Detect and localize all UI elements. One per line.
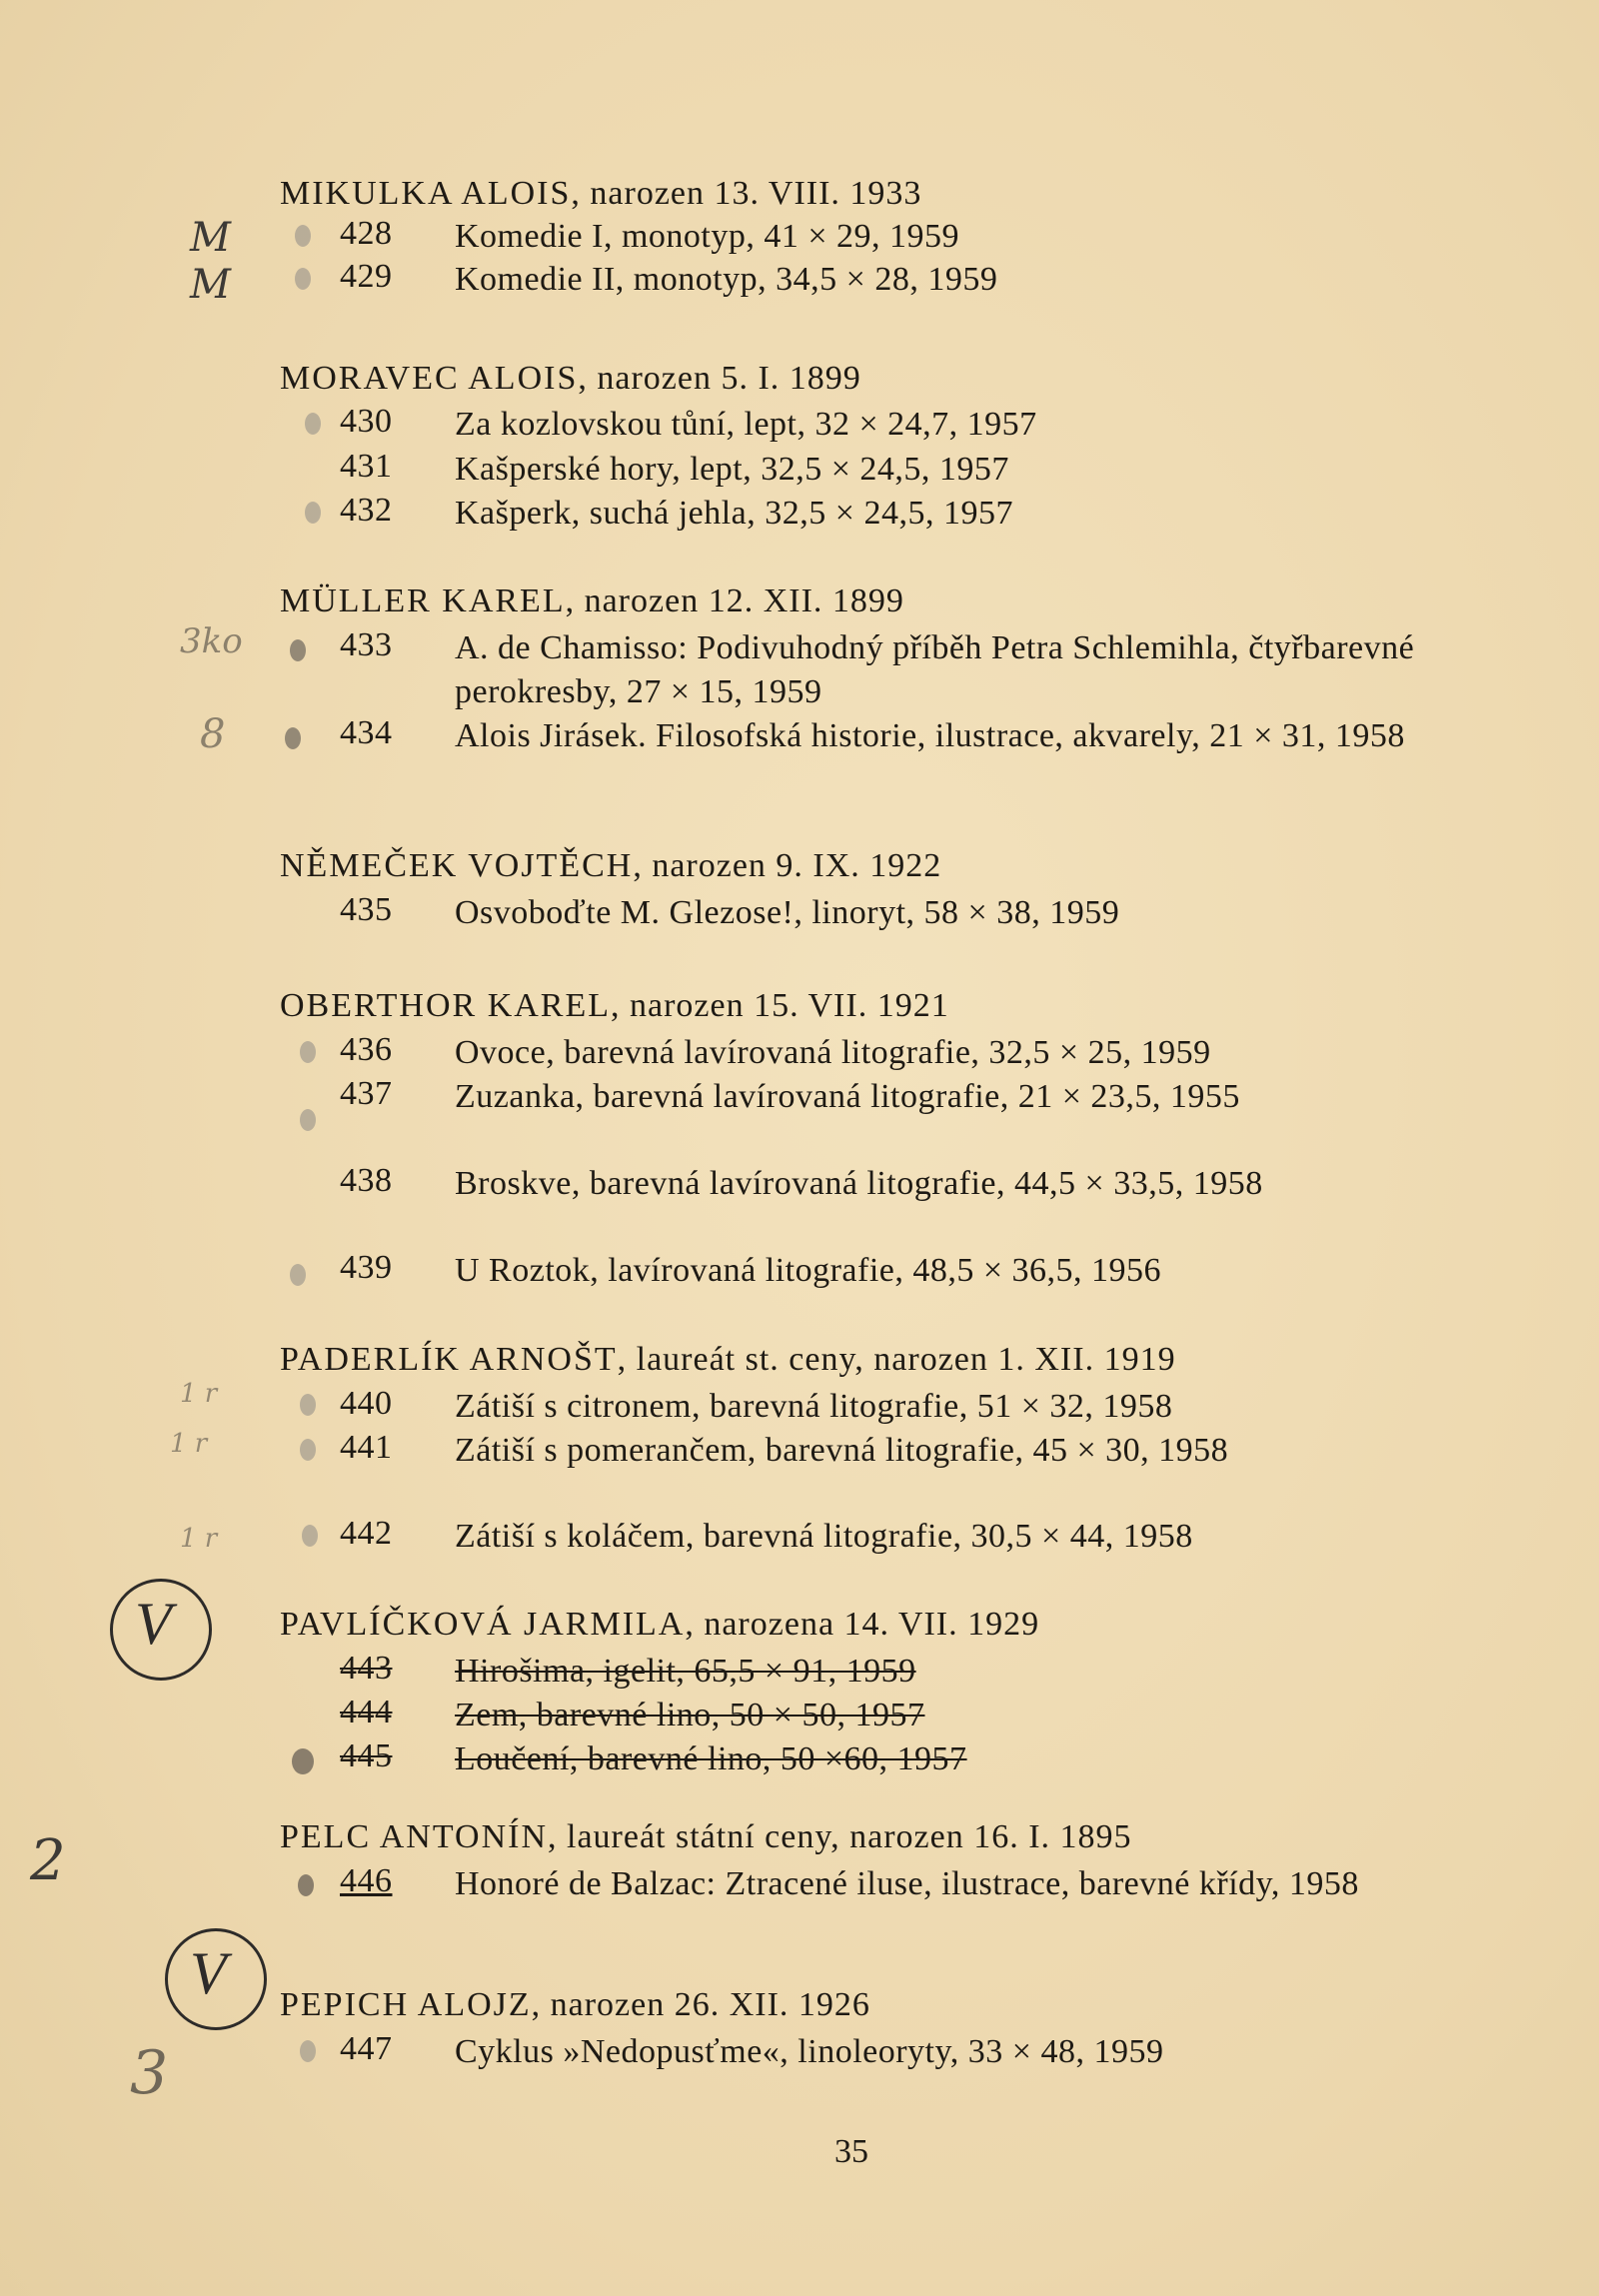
artist-heading: PELC ANTONÍN, laureát státní ceny, narozen 16. I. 1895 (280, 1818, 1132, 1855)
margin-dot (298, 1874, 314, 1896)
handwritten-mark: 3 (130, 2038, 169, 2108)
artist-heading: NĚMEČEK VOJTĚCH, narozen 9. IX. 1922 (280, 847, 942, 884)
margin-dot (285, 727, 301, 749)
artist-heading: PADERLÍK ARNOŠT, laureát st. ceny, narozen 1. XII. 1919 (280, 1341, 1176, 1378)
handwritten-mark: 8 (200, 711, 226, 757)
artist-heading: MIKULKA ALOIS, narozen 13. VIII. 1933 (280, 175, 922, 212)
artist-heading: PEPICH ALOJZ, narozen 26. XII. 1926 (280, 1986, 870, 2023)
handwritten-mark: M (190, 262, 231, 308)
artist-heading: OBERTHOR KAREL, narozen 15. VII. 1921 (280, 987, 949, 1024)
handwritten-mark: 3ko (180, 621, 243, 661)
margin-dot (290, 1264, 306, 1286)
margin-dot (300, 1439, 316, 1461)
handwritten-mark: M (190, 215, 231, 261)
margin-dot (305, 413, 321, 435)
margin-dot (292, 1748, 314, 1774)
margin-dot (295, 268, 311, 290)
handwritten-mark: 1 r (180, 1379, 218, 1409)
circled-check-mark: V (110, 1579, 212, 1681)
margin-dot (305, 502, 321, 524)
margin-dot (300, 2040, 316, 2062)
circled-check-mark: V (165, 1928, 267, 2030)
handwritten-mark: 1 r (170, 1429, 208, 1459)
page-number: 35 (834, 2133, 868, 2170)
margin-dot (290, 639, 306, 661)
artist-heading: MÜLLER KAREL, narozen 12. XII. 1899 (280, 582, 904, 619)
margin-dot (300, 1394, 316, 1416)
artist-heading: PAVLÍČKOVÁ JARMILA, narozena 14. VII. 1929 (280, 1606, 1040, 1643)
catalog-page: MIKULKA ALOIS, narozen 13. VIII. 1933 428 Komedie I, monotyp, 41 × 29, 1959 429 Komedie II, monotyp, 34,5 × 28, 1959 MORAVEC ALOIS, narozen 5. I. 1899 430 Za kozlovskou tůní, lept, 32 × 24,7, 1957 431 Kašperské hory, lept, 32,5 × 24,5, 1957 432 Kašperk, suchá jehla, 32,5 × 24,5, 1957 MÜLLER KAREL, narozen 12. XII. 1899 433 A. de Chamisso: Podivuhodný příběh Petra Schlemihla, čtyřbarevné perokresby, 27 × 15, 1959 434 Alois Jirásek. Filosofská historie, ilustrace, akvarely, 21 × 31, 1958 NĚMEČEK VOJTĚCH, narozen 9. IX. 1922 435 Osvoboďte M. Glezose!, linoryt, 58 × 38, 1959 OBERTHOR KAREL, narozen 15. VII. 1921 436 Ovoce, barevná lavírovaná litografie, 32,5 × 25, 1959 437 Zuzanka, barevná lavírovaná litografie, 21 × 23,5, 1955 438 Broskve, barevná lavírovaná litografie, 44,5 × 33,5, 1958 439 U Roztok, lavírovaná litografie, 48,5 × 36,5, 1956 PADERLÍK ARNOŠT, laureát st. ceny, narozen 1. XII. 1919 440 Zátiší s citronem, barevná litografie, 51 × 32, 1958 441 Zátiší s pomerančem, barevná litografie, 45 × 30, 1958 442 Zátiší s koláčem, barevná litografie, 30,5 × 44, 1958 PAVLÍČKOVÁ JARMILA, narozena 14. VII. 1929 443 Hirošima, igelit, 65,5 × 91, 1959 444 Zem, barevné lino, 50 × 50, 1957 445 Loučení, barevné lino, 50 ×60, 1957 PELC ANTONÍN, laureát státní ceny, narozen 16. I. 1895 446 Honoré de Balzac: Ztracené iluse, ilustrace, barevné křídy, 1958 PEPICH ALOJZ, narozen 26. XII. 1926 447 Cyklus »Nedopusťme«, linoleoryty, 33 × 48, 1959 35 M M 3ko 8 1 r 1 r 1 r V V 2 3 (0, 0, 1599, 2296)
artist-heading: MORAVEC ALOIS, narozen 5. I. 1899 (280, 360, 861, 397)
margin-dot (300, 1109, 316, 1131)
handwritten-mark: 1 r (180, 1524, 218, 1554)
margin-dot (300, 1041, 316, 1063)
margin-dot (295, 225, 311, 247)
handwritten-mark: 2 (30, 1828, 66, 1893)
margin-dot (302, 1525, 318, 1547)
